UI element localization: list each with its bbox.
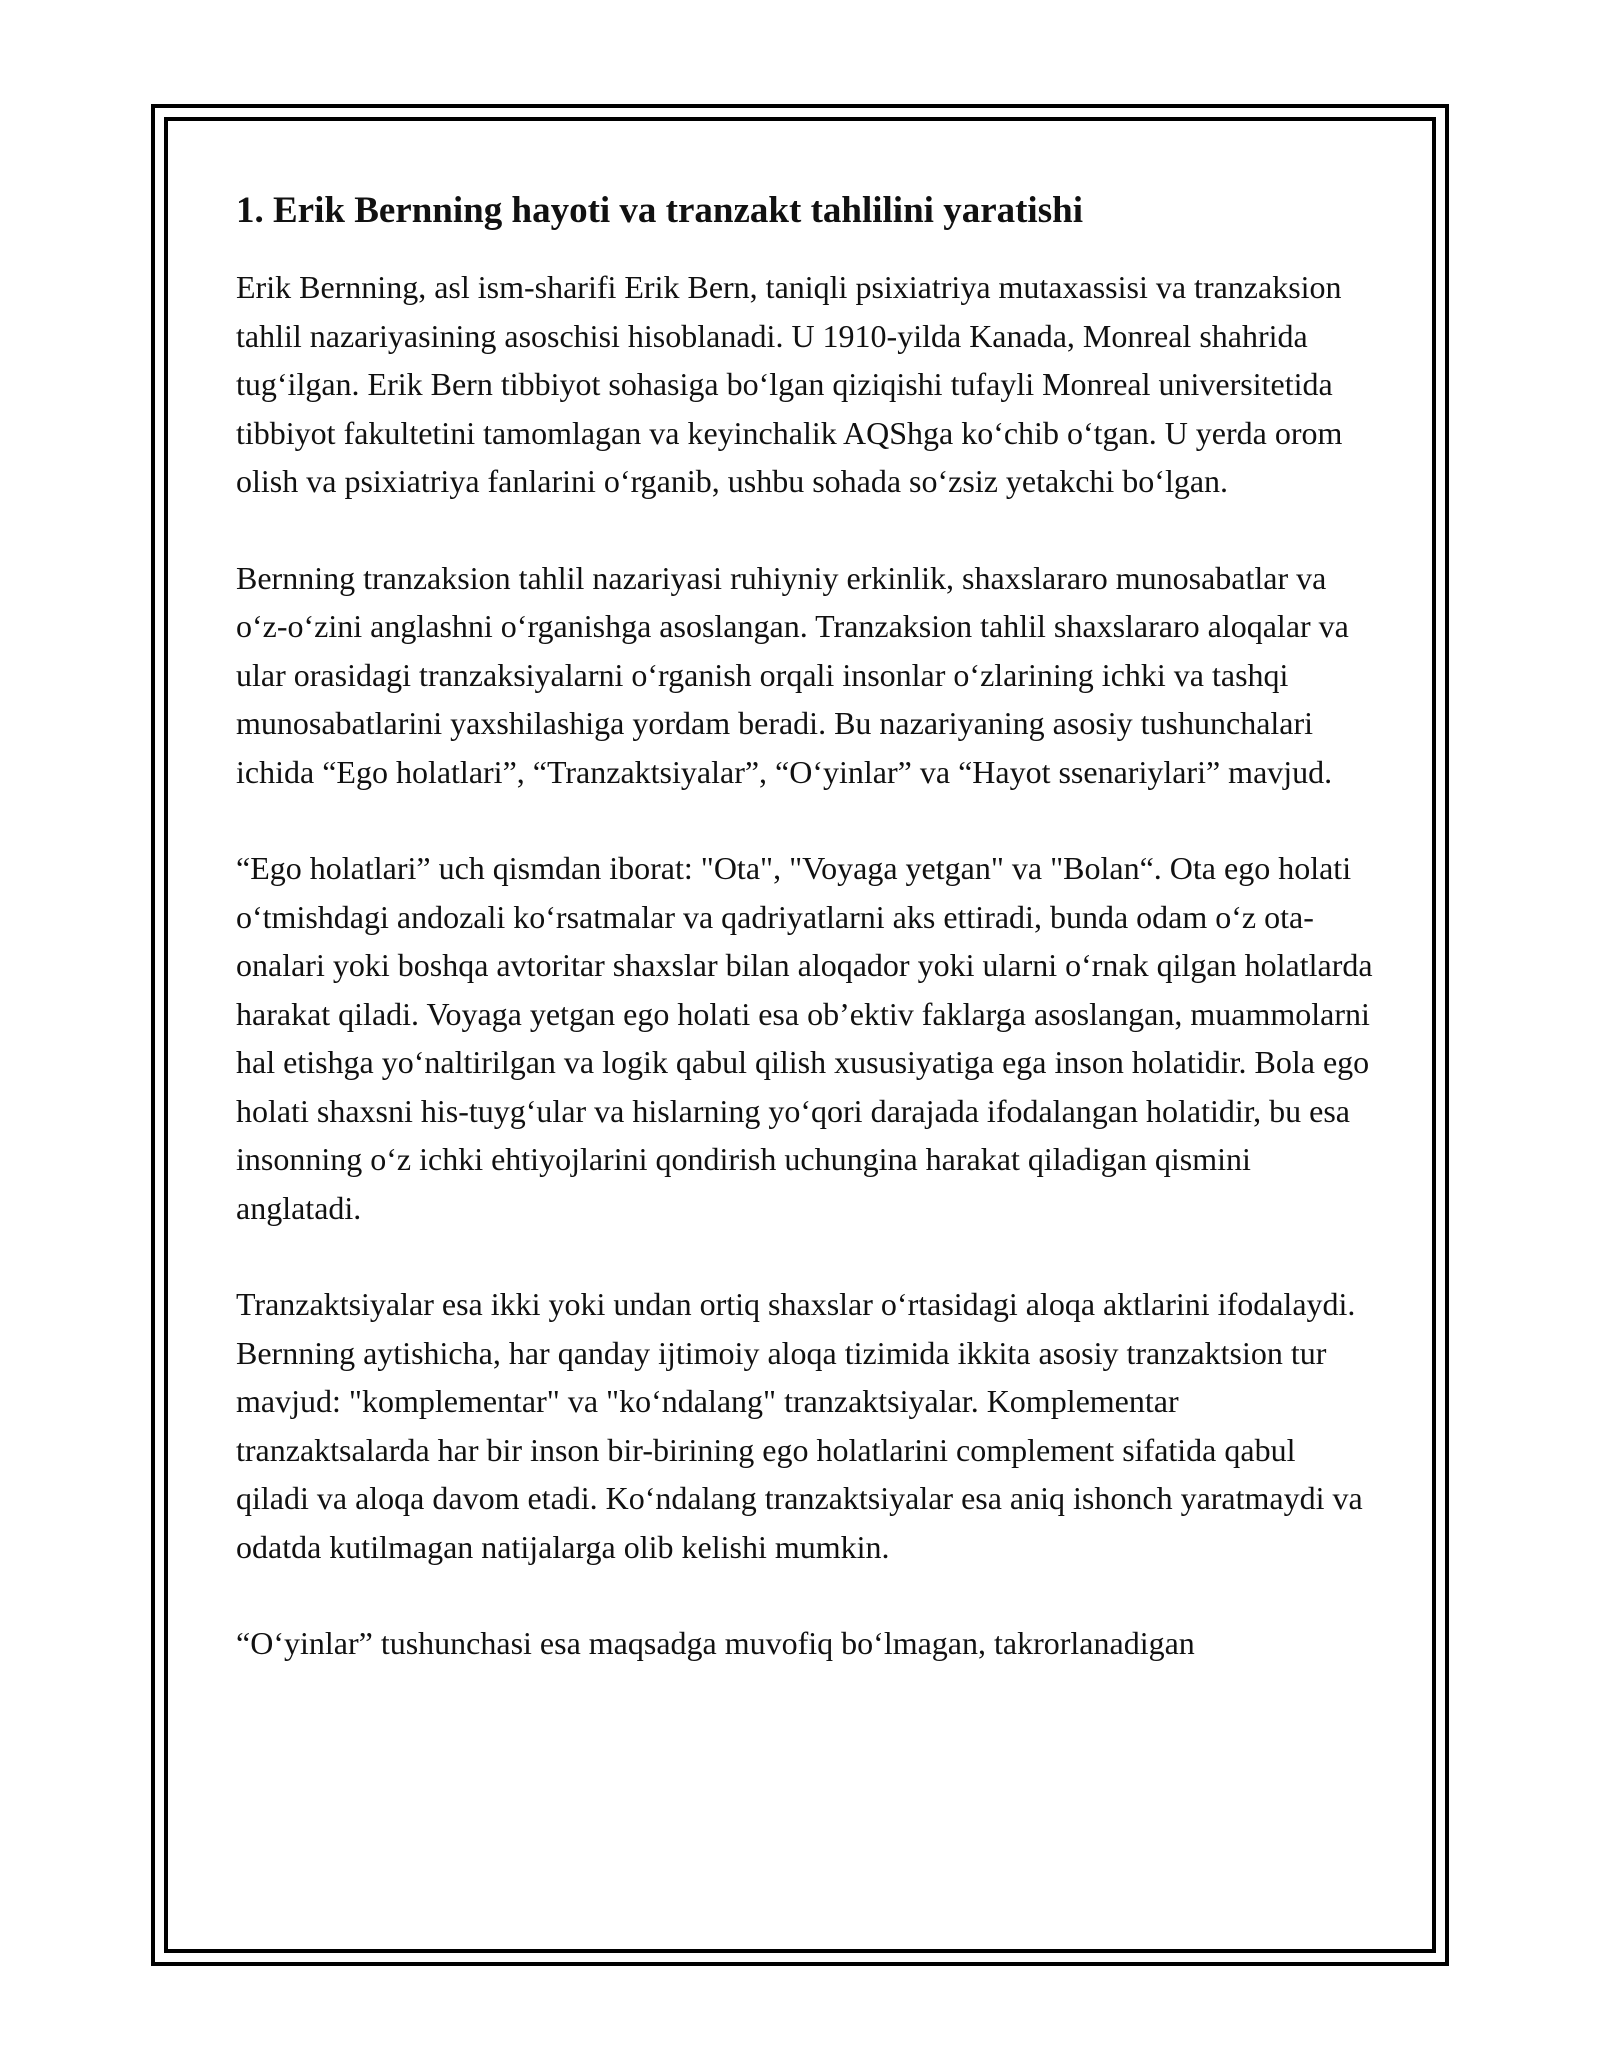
paragraph-games: “O‘yinlar” tushunchasi esa maqsadga muvofiq bo‘lmagan, takrorlanadigan	[236, 1625, 1195, 1661]
section-heading: 1. Erik Bernning hayoti va tranzakt tahlilini yaratishi	[236, 190, 1083, 231]
document-body	[236, 185, 1376, 1668]
paragraph-theory-overview: Bernning tranzaksion tahlil nazariyasi ruhiyniy erkinlik, shaxslararo munosabatlar va o‘z-o‘zini anglashni o‘rganishga asoslangan. Tranzaksion tahlil shaxslararo aloqalar va ular orasidagi tranzaksiyalarni o‘rganish orqali insonlar o‘zlarining ichki va tashqi munosabatlarini yaxshilashiga yordam beradi. Bu nazariyaning asosiy tushunchalari ichida “Ego holatlari”, “Tranzaktsiyalar”, “O‘yinlar” va “Hayot ssenariylari” mavjud.	[236, 559, 1349, 790]
paragraph-biography: Erik Bernning, asl ism-sharifi Erik Bern, taniqli psixiatriya mutaxassisi va tranzaksion tahlil nazariyasining asoschisi hisoblanadi. U 1910-yilda Kanada, Monreal shahrida tug‘ilgan. Erik Bern tibbiyot sohasiga bo‘lgan qiziqishi tufayli Monreal universitetida tibbiyot fakultetini tamomlagan va keyinchalik AQShga ko‘chib o‘tgan. U yerda orom olish va psixiatriya fanlarini o‘rganib, ushbu sohada so‘zsiz yetakchi bo‘lgan.	[236, 269, 1343, 499]
paragraph-transactions: Tranzaktsiyalar esa ikki yoki undan ortiq shaxslar o‘rtasidagi aloqa aktlarini ifodalaydi. Bernning aytishicha, har qanday ijtimoiy aloqa tizimida ikkita asosiy tranzaktsion tur mavjud: "komplementar" va "ko‘ndalang" tranzaktsiyalar. Komplementar tranzaktsalarda har bir inson bir-birining ego holatlarini complement sifatida qabul qiladi va aloqa davom etadi. Ko‘ndalang tranzaktsiyalar esa aniq ishonch yaratmaydi va odatda kutilmagan natijalarga olib kelishi mumkin.	[236, 1286, 1363, 1565]
paragraph-ego-states: “Ego holatlari” uch qismdan iborat: "Ota", "Voyaga yetgan" va "Bolan“. Ota ego holati o‘tmishdagi andozali ko‘rsatmalar va qadriyatlarni aks ettiradi, bunda odam o‘z ota-onalari yoki boshqa avtoritar shaxslar bilan aloqador yoki ularni o‘rnak qilgan holatlarda harakat qiladi. Voyaga yetgan ego holati esa ob’ektiv faklarga asoslangan, muammolarni hal etishga yo‘naltirilgan va logik qabul qilish xususiyatiga ega inson holatidir. Bola ego holati shaxsni his-tuyg‘ular va hislarning yo‘qori darajada ifodalangan holatidir, bu esa insonning o‘z ichki ehtiyojlarini qondirish uchungina harakat qiladigan qismini anglatadi.	[236, 850, 1373, 1226]
